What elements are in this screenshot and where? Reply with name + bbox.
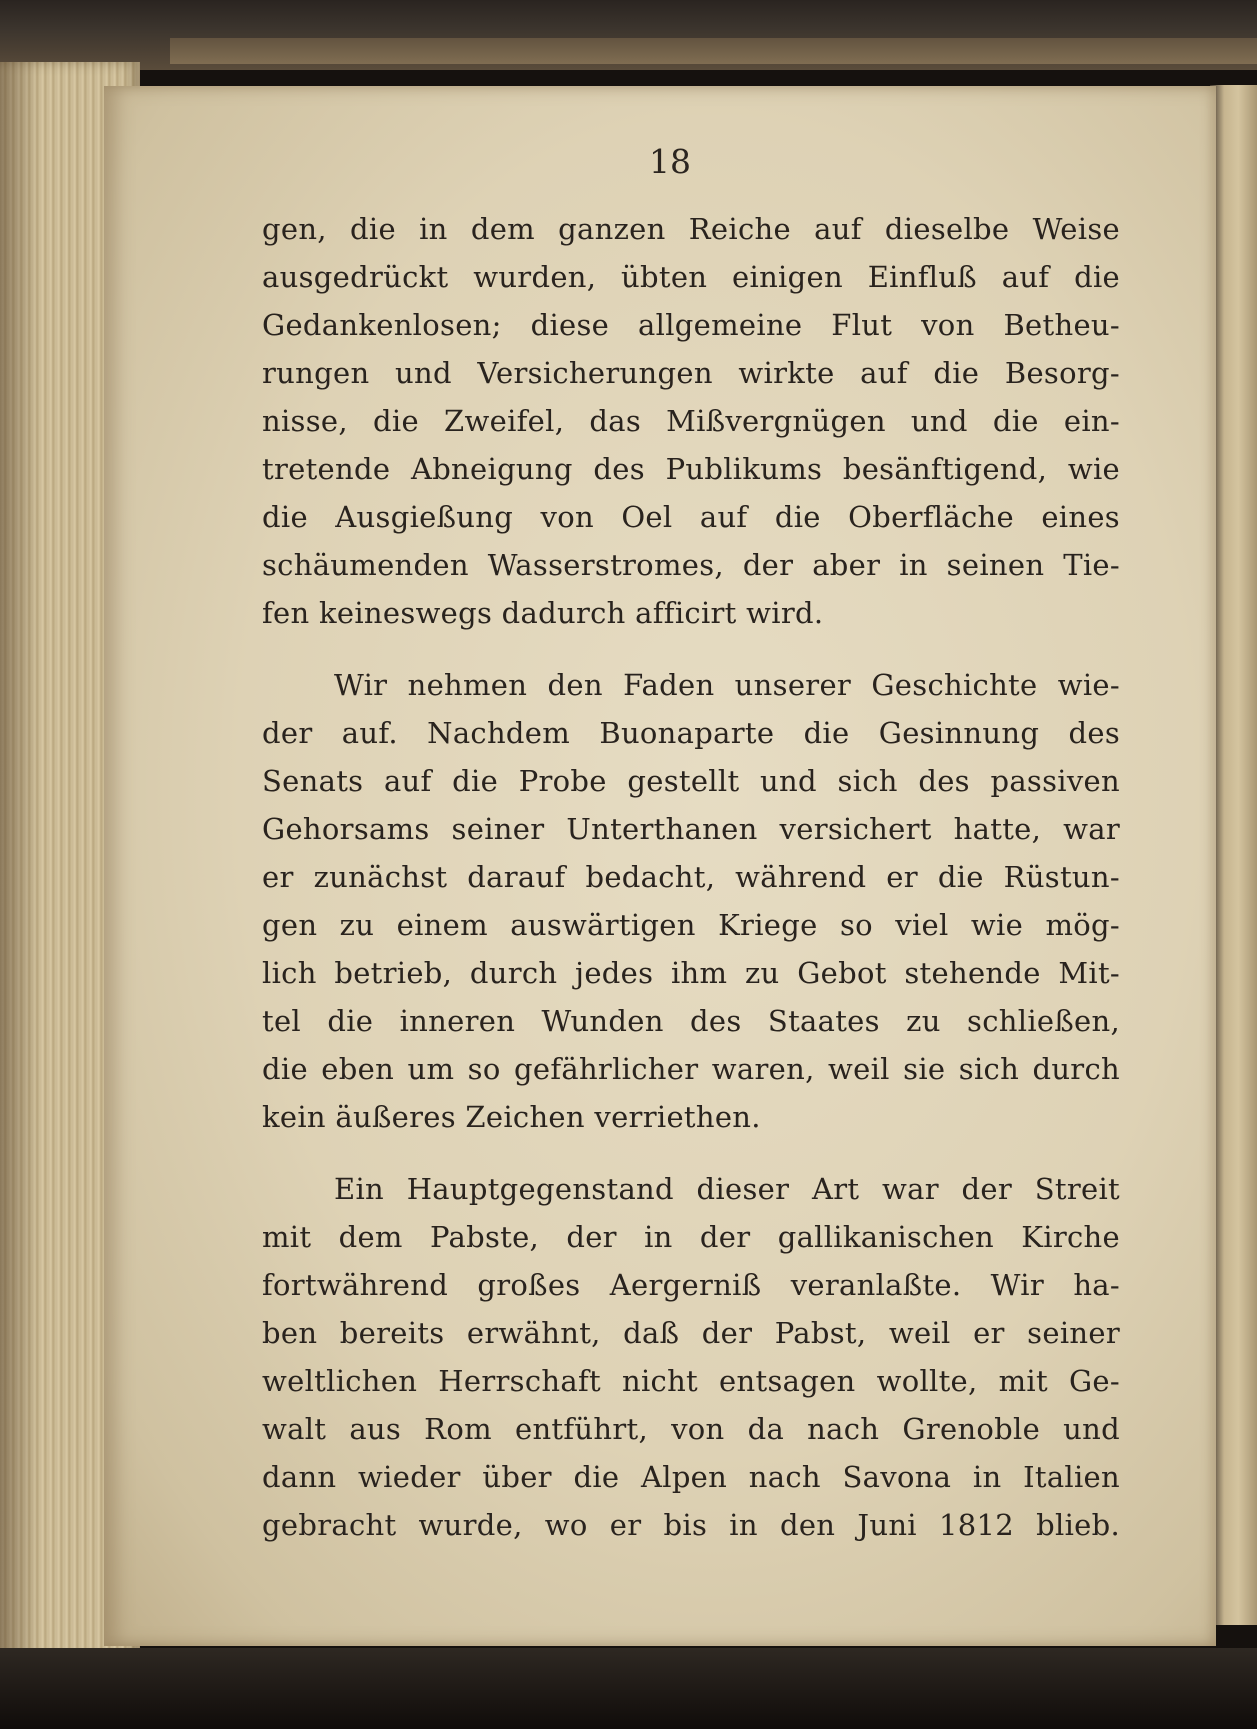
text-line: Wir nehmen den Faden unserer Geschichte wie- [334,668,1120,702]
book-binding-bottom [0,1648,1257,1729]
text-line: tel die inneren Wunden des Staates zu schließen, [262,1004,1120,1038]
text-line: gen, die in dem ganzen Reiche auf dieselbe Weise [262,212,1120,246]
text-line: Gehorsams seiner Unterthanen versichert hatte, war [262,812,1120,846]
page-number: 18 [649,142,691,181]
text-line: Senats auf die Probe gestellt und sich des passiven [262,764,1120,798]
text-line: er zunächst darauf bedacht, während er die Rüstun- [262,860,1120,894]
text-line: lich betrieb, durch jedes ihm zu Gebot stehende Mit- [262,956,1120,990]
text-line: nisse, die Zweifel, das Mißvergnügen und die ein- [262,404,1120,438]
text-line: walt aus Rom entführt, von da nach Grenoble und [262,1412,1120,1446]
text-line: Gedankenlosen; diese allgemeine Flut von Betheu- [262,308,1120,342]
book-binding-top [0,0,1257,70]
text-line: Ein Hauptgegenstand dieser Art war der Streit [334,1172,1120,1206]
binding-strip [170,38,1257,64]
text-line: weltlichen Herrschaft nicht entsagen wollte, mit Ge- [262,1364,1120,1398]
text-line: kein äußeres Zeichen verriethen. [262,1100,761,1134]
text-line: fortwährend großes Aergerniß veranlaßte. Wir ha- [262,1268,1120,1302]
text-line: die Ausgießung von Oel auf die Oberfläche eines [262,500,1120,534]
text-line: rungen und Versicherungen wirkte auf die Besorg- [262,356,1120,390]
text-line: tretende Abneigung des Publikums besänftigend, wie [262,452,1120,486]
text-line: schäumenden Wasserstromes, der aber in seinen Tie- [262,548,1120,582]
text-line: dann wieder über die Alpen nach Savona in Italien [262,1460,1120,1494]
page-text [262,205,1120,1549]
text-line: fen keineswegs dadurch afficirt wird. [262,596,824,630]
page-edge-right [1210,85,1257,1625]
text-line: gen zu einem auswärtigen Kriege so viel wie mög- [262,908,1120,942]
text-line: ausgedrückt wurden, übten einigen Einfluß auf die [262,260,1120,294]
text-line: gebracht wurde, wo er bis in den Juni 1812 blieb. [262,1508,1120,1542]
text-line: mit dem Pabste, der in der gallikanischen Kirche [262,1220,1120,1254]
text-line: der auf. Nachdem Buonaparte die Gesinnung des [262,716,1120,750]
text-line: die eben um so gefährlicher waren, weil sie sich durch [262,1052,1120,1086]
text-line: ben bereits erwähnt, daß der Pabst, weil er seiner [262,1316,1120,1350]
